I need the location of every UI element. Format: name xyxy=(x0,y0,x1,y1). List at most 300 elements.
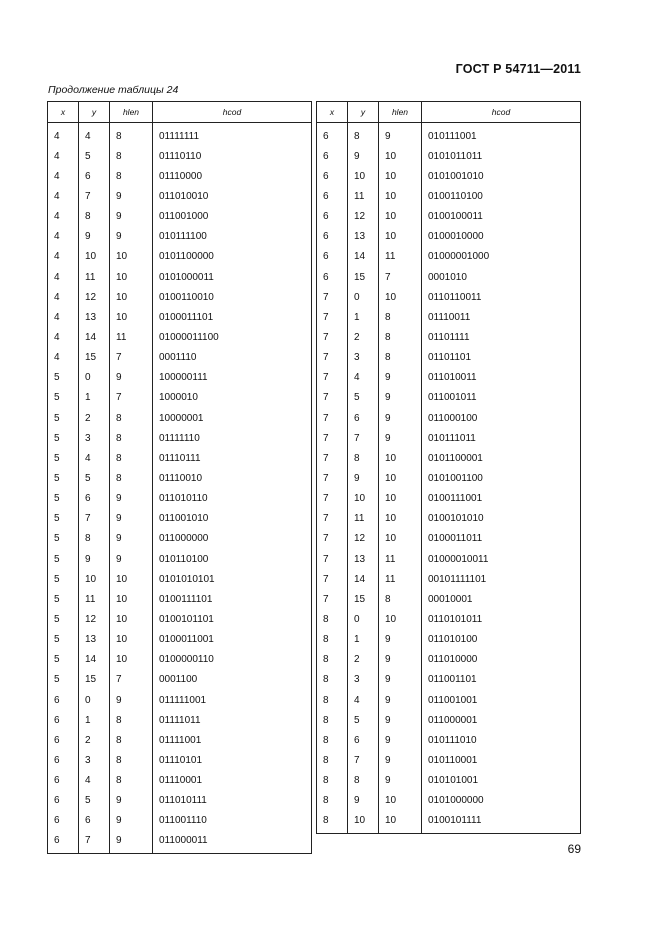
table-row xyxy=(48,529,312,549)
cell-hlen: 11 xyxy=(110,327,153,347)
cell-hlen: 9 xyxy=(110,489,153,509)
cell-y: 15 xyxy=(348,589,379,609)
page-number: 69 xyxy=(567,842,581,856)
cell-hcod: 01110000 xyxy=(153,166,312,186)
column-header-hcod: hcod xyxy=(153,102,312,123)
table-row xyxy=(317,609,581,629)
cell-x: 7 xyxy=(317,307,348,327)
cell-hcod: 0110101011 xyxy=(422,609,581,629)
cell-x: 8 xyxy=(317,730,348,750)
cell-hlen: 8 xyxy=(379,348,422,368)
column-header-hlen: hlen xyxy=(379,102,422,123)
cell-x: 5 xyxy=(48,630,79,650)
cell-hcod: 011001000 xyxy=(153,207,312,227)
cell-hcod: 01110011 xyxy=(422,307,581,327)
cell-y: 14 xyxy=(348,247,379,267)
table-row xyxy=(48,186,312,206)
cell-y: 6 xyxy=(79,166,110,186)
cell-y: 7 xyxy=(79,509,110,529)
cell-y: 13 xyxy=(79,630,110,650)
cell-hlen: 8 xyxy=(110,468,153,488)
cell-hlen: 9 xyxy=(110,207,153,227)
table-row xyxy=(48,408,312,428)
cell-hlen: 10 xyxy=(379,287,422,307)
cell-hlen: 8 xyxy=(379,327,422,347)
table-row xyxy=(317,146,581,166)
cell-hcod: 0101011011 xyxy=(422,146,581,166)
cell-x: 7 xyxy=(317,509,348,529)
cell-hcod: 0100011001 xyxy=(153,630,312,650)
cell-x: 6 xyxy=(317,186,348,206)
cell-hcod: 0101010101 xyxy=(153,569,312,589)
cell-x: 7 xyxy=(317,549,348,569)
cell-hlen: 9 xyxy=(110,368,153,388)
cell-hlen: 9 xyxy=(379,730,422,750)
cell-hcod: 01111011 xyxy=(153,710,312,730)
cell-hcod: 01000010011 xyxy=(422,549,581,569)
column-header-hcod: hcod xyxy=(422,102,581,123)
cell-hcod: 011001001 xyxy=(422,690,581,710)
table-row xyxy=(317,207,581,227)
cell-x: 8 xyxy=(317,750,348,770)
cell-x: 6 xyxy=(48,750,79,770)
cell-hcod: 011111001 xyxy=(153,690,312,710)
cell-hcod: 0100101101 xyxy=(153,609,312,629)
cell-hlen: 9 xyxy=(110,509,153,529)
cell-x: 8 xyxy=(317,609,348,629)
cell-x: 8 xyxy=(317,670,348,690)
cell-x: 7 xyxy=(317,368,348,388)
cell-x: 6 xyxy=(48,811,79,831)
cell-hcod: 011010010 xyxy=(153,186,312,206)
cell-y: 15 xyxy=(79,348,110,368)
cell-y: 13 xyxy=(348,227,379,247)
cell-y: 1 xyxy=(348,630,379,650)
cell-y: 6 xyxy=(79,489,110,509)
cell-hlen: 9 xyxy=(110,811,153,831)
cell-x: 5 xyxy=(48,368,79,388)
table-row xyxy=(48,388,312,408)
table-row xyxy=(317,327,581,347)
cell-hlen: 10 xyxy=(379,791,422,811)
cell-y: 5 xyxy=(79,468,110,488)
cell-y: 14 xyxy=(79,327,110,347)
table-row xyxy=(317,549,581,569)
table-row xyxy=(317,166,581,186)
cell-x: 6 xyxy=(317,227,348,247)
cell-y: 7 xyxy=(79,831,110,854)
cell-x: 5 xyxy=(48,509,79,529)
cell-hlen: 11 xyxy=(379,569,422,589)
table-row xyxy=(317,267,581,287)
table-row xyxy=(317,690,581,710)
cell-hcod: 01111001 xyxy=(153,730,312,750)
cell-y: 4 xyxy=(348,368,379,388)
cell-x: 7 xyxy=(317,287,348,307)
cell-y: 10 xyxy=(348,489,379,509)
cell-hcod: 011001011 xyxy=(422,388,581,408)
cell-hcod: 010110001 xyxy=(422,750,581,770)
table-row xyxy=(317,811,581,834)
cell-hlen: 10 xyxy=(379,186,422,206)
table-row xyxy=(48,468,312,488)
table-row xyxy=(48,247,312,267)
cell-x: 7 xyxy=(317,327,348,347)
table-row xyxy=(317,489,581,509)
table-row xyxy=(317,750,581,770)
cell-hlen: 8 xyxy=(110,771,153,791)
table-right-half xyxy=(316,101,581,834)
table-row xyxy=(317,710,581,730)
table-row xyxy=(317,307,581,327)
cell-hlen: 10 xyxy=(379,489,422,509)
cell-y: 9 xyxy=(348,791,379,811)
table-row xyxy=(48,791,312,811)
cell-y: 2 xyxy=(79,408,110,428)
cell-hlen: 10 xyxy=(110,267,153,287)
table-row xyxy=(317,569,581,589)
cell-y: 2 xyxy=(348,327,379,347)
cell-y: 7 xyxy=(79,186,110,206)
cell-x: 4 xyxy=(48,348,79,368)
cell-hlen: 9 xyxy=(379,630,422,650)
cell-hcod: 0001010 xyxy=(422,267,581,287)
cell-hcod: 01000001000 xyxy=(422,247,581,267)
cell-hlen: 10 xyxy=(110,307,153,327)
cell-y: 13 xyxy=(348,549,379,569)
cell-hcod: 0101000000 xyxy=(422,791,581,811)
cell-x: 8 xyxy=(317,811,348,834)
cell-hlen: 10 xyxy=(110,630,153,650)
cell-x: 7 xyxy=(317,569,348,589)
column-header-hlen: hlen xyxy=(110,102,153,123)
cell-hlen: 8 xyxy=(110,166,153,186)
table-caption: Продолжение таблицы 24 xyxy=(48,84,179,96)
cell-x: 4 xyxy=(48,267,79,287)
cell-x: 4 xyxy=(48,166,79,186)
cell-hcod: 010111001 xyxy=(422,123,581,147)
table-row xyxy=(48,267,312,287)
cell-y: 1 xyxy=(348,307,379,327)
cell-x: 6 xyxy=(317,207,348,227)
cell-x: 6 xyxy=(48,771,79,791)
table-row xyxy=(317,589,581,609)
cell-y: 12 xyxy=(79,287,110,307)
cell-hcod: 0001110 xyxy=(153,348,312,368)
cell-x: 4 xyxy=(48,227,79,247)
cell-y: 3 xyxy=(348,348,379,368)
cell-y: 10 xyxy=(348,166,379,186)
cell-y: 11 xyxy=(79,267,110,287)
cell-x: 5 xyxy=(48,388,79,408)
cell-hlen: 9 xyxy=(379,670,422,690)
table-row xyxy=(317,730,581,750)
table-header-row xyxy=(317,102,581,123)
table-row xyxy=(317,388,581,408)
cell-y: 10 xyxy=(79,569,110,589)
cell-x: 7 xyxy=(317,348,348,368)
table-row xyxy=(48,448,312,468)
cell-x: 4 xyxy=(48,327,79,347)
cell-y: 5 xyxy=(348,388,379,408)
cell-hcod: 0101001010 xyxy=(422,166,581,186)
cell-hlen: 9 xyxy=(379,123,422,147)
cell-hlen: 9 xyxy=(379,650,422,670)
cell-x: 5 xyxy=(48,670,79,690)
cell-x: 5 xyxy=(48,650,79,670)
table-row xyxy=(48,489,312,509)
table-row xyxy=(317,227,581,247)
cell-hlen: 10 xyxy=(379,227,422,247)
cell-x: 5 xyxy=(48,569,79,589)
column-header-x: x xyxy=(317,102,348,123)
cell-x: 5 xyxy=(48,589,79,609)
table-row xyxy=(317,791,581,811)
cell-x: 7 xyxy=(317,529,348,549)
cell-hcod: 01110001 xyxy=(153,771,312,791)
table-row xyxy=(48,348,312,368)
cell-y: 13 xyxy=(79,307,110,327)
table-right-body xyxy=(317,123,581,834)
cell-x: 6 xyxy=(317,267,348,287)
cell-y: 11 xyxy=(79,589,110,609)
cell-x: 6 xyxy=(48,730,79,750)
cell-y: 0 xyxy=(348,609,379,629)
cell-x: 6 xyxy=(48,710,79,730)
cell-hcod: 01110101 xyxy=(153,750,312,770)
cell-hcod: 10000001 xyxy=(153,408,312,428)
cell-y: 10 xyxy=(79,247,110,267)
table-row xyxy=(48,831,312,854)
cell-hcod: 011010000 xyxy=(422,650,581,670)
table-row xyxy=(48,690,312,710)
cell-x: 8 xyxy=(317,630,348,650)
cell-y: 2 xyxy=(79,730,110,750)
cell-hcod: 010111100 xyxy=(153,227,312,247)
cell-hcod: 01111110 xyxy=(153,428,312,448)
cell-y: 10 xyxy=(348,811,379,834)
cell-x: 7 xyxy=(317,468,348,488)
cell-hlen: 11 xyxy=(379,247,422,267)
cell-hlen: 10 xyxy=(379,166,422,186)
cell-hcod: 0100101010 xyxy=(422,509,581,529)
cell-y: 2 xyxy=(348,650,379,670)
cell-hcod: 0100111101 xyxy=(153,589,312,609)
cell-hlen: 9 xyxy=(110,690,153,710)
table-row xyxy=(317,448,581,468)
table-row xyxy=(317,123,581,147)
table-row xyxy=(317,247,581,267)
cell-hcod: 011010100 xyxy=(422,630,581,650)
cell-hcod: 010110100 xyxy=(153,549,312,569)
cell-hcod: 011000011 xyxy=(153,831,312,854)
cell-x: 7 xyxy=(317,489,348,509)
cell-hcod: 011010011 xyxy=(422,368,581,388)
cell-y: 4 xyxy=(79,123,110,147)
cell-y: 8 xyxy=(348,123,379,147)
cell-x: 7 xyxy=(317,448,348,468)
cell-hcod: 0110110011 xyxy=(422,287,581,307)
cell-x: 8 xyxy=(317,650,348,670)
table-row xyxy=(48,569,312,589)
cell-hcod: 010101001 xyxy=(422,771,581,791)
column-header-y: y xyxy=(79,102,110,123)
cell-hcod: 0101100001 xyxy=(422,448,581,468)
cell-y: 5 xyxy=(79,146,110,166)
cell-x: 8 xyxy=(317,771,348,791)
cell-y: 12 xyxy=(348,207,379,227)
cell-x: 5 xyxy=(48,428,79,448)
cell-x: 8 xyxy=(317,690,348,710)
cell-x: 6 xyxy=(317,247,348,267)
table-header-row xyxy=(48,102,312,123)
cell-hlen: 10 xyxy=(110,589,153,609)
cell-x: 4 xyxy=(48,287,79,307)
cell-hcod: 010111010 xyxy=(422,730,581,750)
cell-hcod: 01101111 xyxy=(422,327,581,347)
cell-y: 14 xyxy=(348,569,379,589)
cell-hcod: 011001110 xyxy=(153,811,312,831)
cell-x: 4 xyxy=(48,123,79,147)
cell-x: 6 xyxy=(48,690,79,710)
cell-hcod: 01000011100 xyxy=(153,327,312,347)
cell-y: 6 xyxy=(348,408,379,428)
column-header-x: x xyxy=(48,102,79,123)
cell-hcod: 011000100 xyxy=(422,408,581,428)
cell-hlen: 9 xyxy=(110,227,153,247)
cell-y: 3 xyxy=(348,670,379,690)
cell-hcod: 011001010 xyxy=(153,509,312,529)
cell-hcod: 0101000011 xyxy=(153,267,312,287)
cell-hlen: 10 xyxy=(110,609,153,629)
cell-y: 5 xyxy=(79,791,110,811)
table-row xyxy=(317,670,581,690)
cell-x: 8 xyxy=(317,710,348,730)
cell-hcod: 0100011101 xyxy=(153,307,312,327)
cell-x: 8 xyxy=(317,791,348,811)
cell-x: 7 xyxy=(317,388,348,408)
cell-x: 7 xyxy=(317,408,348,428)
cell-hlen: 10 xyxy=(110,287,153,307)
cell-hcod: 0100101111 xyxy=(422,811,581,834)
table-row xyxy=(48,146,312,166)
cell-x: 4 xyxy=(48,146,79,166)
table-row xyxy=(48,730,312,750)
cell-hlen: 9 xyxy=(110,186,153,206)
table-row xyxy=(48,609,312,629)
cell-hlen: 7 xyxy=(379,267,422,287)
cell-x: 4 xyxy=(48,307,79,327)
cell-hlen: 8 xyxy=(110,730,153,750)
cell-y: 9 xyxy=(348,146,379,166)
table-row xyxy=(48,670,312,690)
cell-hlen: 10 xyxy=(379,448,422,468)
table-row xyxy=(48,650,312,670)
table-row xyxy=(48,368,312,388)
cell-hlen: 8 xyxy=(379,307,422,327)
cell-hcod: 011001101 xyxy=(422,670,581,690)
table-row xyxy=(48,509,312,529)
cell-x: 5 xyxy=(48,468,79,488)
cell-x: 5 xyxy=(48,609,79,629)
cell-y: 8 xyxy=(79,207,110,227)
cell-hlen: 7 xyxy=(110,388,153,408)
cell-x: 5 xyxy=(48,408,79,428)
cell-x: 5 xyxy=(48,529,79,549)
cell-y: 6 xyxy=(348,730,379,750)
cell-hlen: 10 xyxy=(379,468,422,488)
cell-y: 5 xyxy=(348,710,379,730)
table-row xyxy=(48,549,312,569)
cell-hlen: 8 xyxy=(110,750,153,770)
cell-x: 5 xyxy=(48,549,79,569)
cell-y: 1 xyxy=(79,388,110,408)
cell-x: 6 xyxy=(48,791,79,811)
table-row xyxy=(317,630,581,650)
cell-hcod: 00010001 xyxy=(422,589,581,609)
table-row xyxy=(48,811,312,831)
cell-hlen: 8 xyxy=(110,448,153,468)
cell-y: 4 xyxy=(79,771,110,791)
cell-hlen: 10 xyxy=(379,811,422,834)
cell-hlen: 11 xyxy=(379,549,422,569)
table-row xyxy=(48,589,312,609)
cell-hlen: 9 xyxy=(110,791,153,811)
cell-hlen: 9 xyxy=(110,529,153,549)
cell-hcod: 00101111101 xyxy=(422,569,581,589)
cell-y: 8 xyxy=(348,771,379,791)
cell-hlen: 8 xyxy=(110,408,153,428)
cell-hlen: 10 xyxy=(379,509,422,529)
cell-hcod: 01110110 xyxy=(153,146,312,166)
cell-hlen: 9 xyxy=(379,368,422,388)
cell-x: 6 xyxy=(317,146,348,166)
cell-hlen: 9 xyxy=(110,549,153,569)
cell-y: 7 xyxy=(348,428,379,448)
cell-hcod: 0100010000 xyxy=(422,227,581,247)
cell-hlen: 9 xyxy=(379,710,422,730)
cell-y: 8 xyxy=(79,529,110,549)
cell-hcod: 011000000 xyxy=(153,529,312,549)
cell-hcod: 010111011 xyxy=(422,428,581,448)
cell-hcod: 0100110010 xyxy=(153,287,312,307)
cell-hcod: 0100100011 xyxy=(422,207,581,227)
cell-hcod: 011010110 xyxy=(153,489,312,509)
cell-hlen: 10 xyxy=(379,146,422,166)
table-row xyxy=(48,207,312,227)
cell-y: 15 xyxy=(348,267,379,287)
table-row xyxy=(48,428,312,448)
cell-hlen: 9 xyxy=(379,388,422,408)
cell-y: 9 xyxy=(348,468,379,488)
table-row xyxy=(317,368,581,388)
cell-hcod: 0100111001 xyxy=(422,489,581,509)
cell-hlen: 10 xyxy=(110,650,153,670)
cell-y: 4 xyxy=(79,448,110,468)
cell-hlen: 9 xyxy=(379,408,422,428)
cell-hlen: 10 xyxy=(379,609,422,629)
table-row xyxy=(317,529,581,549)
cell-x: 4 xyxy=(48,247,79,267)
table-row xyxy=(317,428,581,448)
cell-hcod: 011000001 xyxy=(422,710,581,730)
cell-hlen: 8 xyxy=(110,146,153,166)
cell-y: 1 xyxy=(79,710,110,730)
table-row xyxy=(48,227,312,247)
cell-x: 7 xyxy=(317,428,348,448)
cell-hlen: 10 xyxy=(379,207,422,227)
cell-y: 11 xyxy=(348,186,379,206)
